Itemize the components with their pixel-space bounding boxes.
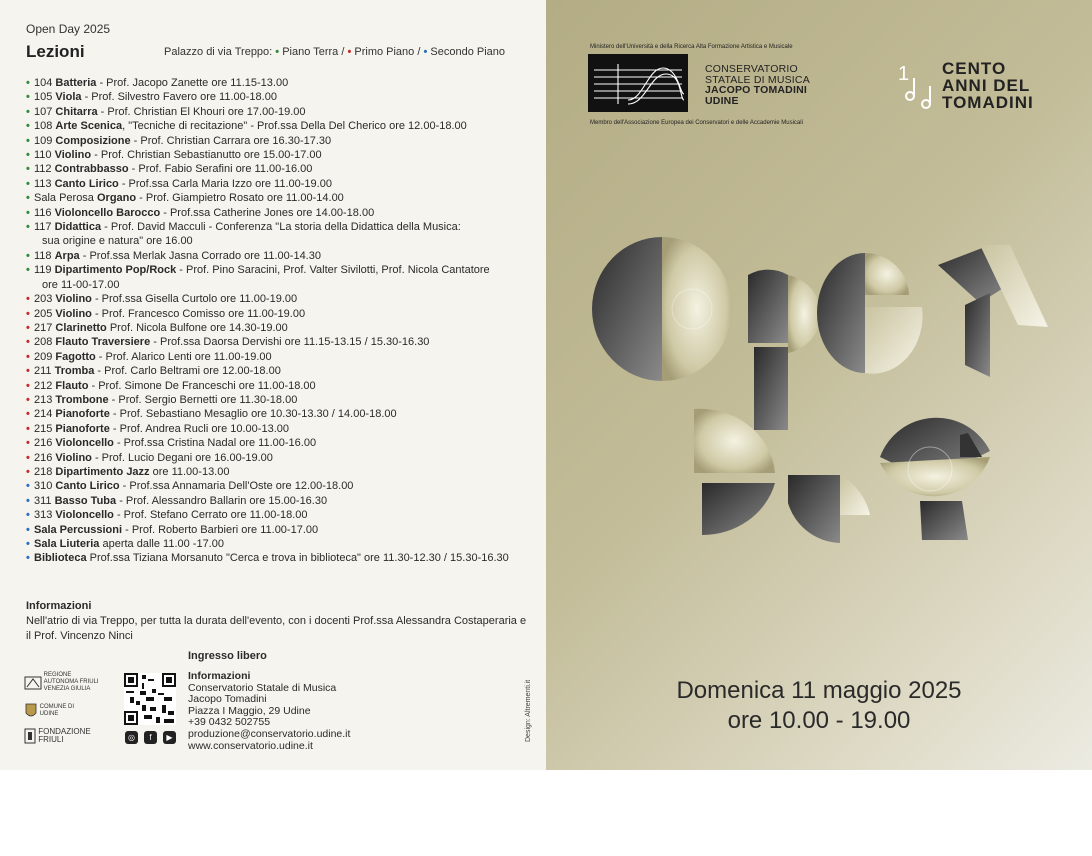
green-dot-icon: • <box>275 46 280 58</box>
lesson-item <box>26 321 531 335</box>
lesson-item <box>26 451 531 465</box>
lesson-details: - Prof. Andrea Rucli ore 10.00-13.00 <box>109 422 289 435</box>
lesson-room: 104 <box>34 77 53 89</box>
lesson-subject: Sala Percussioni <box>34 523 123 536</box>
red-dot-icon: • <box>347 46 352 58</box>
comune-label: COMUNE DI UDINE <box>39 704 75 717</box>
floor-dot-icon: • <box>26 307 30 320</box>
lesson-subject: Composizione <box>55 134 131 147</box>
floor-dot-icon: • <box>26 494 30 507</box>
blue-dot-icon: • <box>423 46 428 58</box>
lesson-subject: Arte Scenica <box>55 120 123 133</box>
floor-legend-prefix: Palazzo di via Treppo: <box>164 46 273 58</box>
free-entry-label: Ingresso libero <box>188 650 267 662</box>
floor-dot-icon: • <box>26 393 30 406</box>
lesson-subject: Violino <box>54 149 92 162</box>
floor-dot-icon: • <box>26 120 30 133</box>
lesson-details: - Prof. Francesco Comisso ore 11.00-19.00 <box>91 307 306 320</box>
lesson-item <box>26 379 531 393</box>
lesson-details: aperta dalle 11.00 -17.00 <box>99 538 224 550</box>
comune-logo <box>24 702 80 720</box>
ministry-label: Ministero dell'Università e della Ricerca Alta Formazione Artistica e Musicale <box>590 44 793 50</box>
letter-y <box>880 418 990 540</box>
floor-dot-icon: • <box>26 336 30 349</box>
lesson-room: 216 <box>34 437 53 450</box>
lesson-room: 208 <box>34 336 53 349</box>
floor-dot-icon: • <box>26 206 30 219</box>
lesson-room: 313 <box>34 509 53 522</box>
lesson-item <box>26 508 531 522</box>
floor-dot-icon: • <box>26 480 30 493</box>
contact-address: Piazza I Maggio, 29 Udine <box>188 704 311 717</box>
lesson-item <box>26 551 531 565</box>
lesson-room: 107 <box>34 105 53 118</box>
lesson-room: 203 <box>34 293 53 306</box>
lesson-subject: Flauto Traversiere <box>55 336 151 349</box>
floor-dot-icon: • <box>26 321 30 334</box>
lesson-details: - Prof. Christian Sebastianutto ore 15.00-17.00 <box>91 149 322 162</box>
floor-dot-icon: • <box>26 538 30 550</box>
lesson-item <box>26 523 531 537</box>
lesson-subject: Canto Lirico <box>54 177 119 190</box>
conservatorio-line: CONSERVATORIO <box>705 63 798 75</box>
lesson-item <box>26 479 531 493</box>
lesson-details: - Prof. Roberto Barbieri ore 11.00-17.00 <box>122 523 319 536</box>
floor-dot-icon: • <box>26 264 30 277</box>
lesson-room: 311 <box>34 494 52 507</box>
contact-phone[interactable]: +39 0432 502755 <box>188 716 271 729</box>
contact-heading: Informazioni <box>188 670 251 682</box>
lesson-item <box>26 393 531 407</box>
facebook-icon[interactable]: f <box>144 731 157 744</box>
lesson-room: 211 <box>34 365 52 378</box>
lesson-room: 105 <box>34 91 53 104</box>
lesson-details: - Prof. Christian Carrara ore 16.30-17.30 <box>130 134 332 147</box>
lesson-subject: Pianoforte <box>55 422 110 435</box>
floor-dot-icon: • <box>26 350 30 363</box>
lesson-item <box>26 407 531 421</box>
lesson-details: ore 11.00-13.00 <box>149 465 230 478</box>
lesson-room: 217 <box>34 321 53 334</box>
contact-line: Conservatorio Statale di Musica <box>188 681 337 694</box>
lesson-subject: Violino <box>55 307 92 320</box>
centenary-mark-icon <box>896 58 936 112</box>
lesson-item <box>26 263 531 292</box>
lesson-subject: Pianoforte <box>55 408 110 421</box>
lesson-room: 215 <box>34 422 53 435</box>
event-date: Domenica 11 maggio 2025 <box>676 677 962 704</box>
comune-crest-icon <box>24 702 38 720</box>
lesson-subject: Biblioteca <box>34 552 87 565</box>
lesson-details: - Prof. Sergio Bernetti ore 11.30-18.00 <box>108 393 298 406</box>
floor-dot-icon: • <box>26 221 30 234</box>
centenary-line: CENTO <box>942 59 1007 78</box>
letter-e <box>817 253 923 374</box>
lesson-item <box>26 134 531 148</box>
info-text: Nell'atrio di via Treppo, per tutta la durata dell'evento, con i docenti Prof.ssa Alessandra Costaperaria e il Prof. Vincenzo Ninci <box>26 615 527 642</box>
lesson-subject: Violino <box>55 293 92 306</box>
fondazione-mark-icon <box>24 728 36 744</box>
lessons-list <box>26 76 531 566</box>
lesson-room: Sala Perosa <box>34 192 94 205</box>
lesson-room: 109 <box>34 134 53 147</box>
letter-n <box>938 245 1048 377</box>
lesson-room: 212 <box>34 379 53 392</box>
letter-o <box>592 237 732 381</box>
lesson-item <box>26 162 531 176</box>
lesson-item <box>26 177 531 191</box>
lesson-details: - Prof. Alessandro Ballarin ore 15.00-16.30 <box>116 494 328 507</box>
conservatorio-logo-icon <box>588 54 688 112</box>
lesson-item <box>26 220 531 249</box>
fondazione-label: FONDAZIONE FRIULI <box>38 727 91 744</box>
lesson-details: - Prof. Fabio Serafini ore 11.00-16.00 <box>128 163 313 176</box>
info-heading: Informazioni <box>26 600 92 612</box>
lesson-item <box>26 436 531 450</box>
lesson-subject: Violoncello Barocco <box>54 206 161 219</box>
lesson-details-continued: sua origine e natura" ore 16.00 <box>42 235 193 248</box>
lesson-room: 117 <box>34 221 52 234</box>
lesson-details: - Prof. Alarico Lenti ore 11.00-19.00 <box>95 350 272 363</box>
floor-legend <box>164 46 505 58</box>
lesson-details: Prof. Nicola Bulfone ore 14.30-19.00 <box>106 321 288 334</box>
svg-text:1: 1 <box>898 63 910 85</box>
conservatorio-name <box>705 64 810 106</box>
lesson-room: 110 <box>34 149 52 162</box>
lesson-details: - Prof. Pino Saracini, Prof. Valter Sivilotti, Prof. Nicola Cantatore <box>176 264 490 277</box>
lesson-room: 116 <box>34 206 52 219</box>
lesson-details: - Prof.ssa Annamaria Dell'Oste ore 12.00-18.00 <box>119 480 354 493</box>
floor-first-label: Primo Piano / <box>354 46 421 58</box>
centenary-line: TOMADINI <box>942 93 1034 112</box>
lesson-details: - Prof.ssa Gisella Curtolo ore 11.00-19.00 <box>91 293 298 306</box>
left-panel <box>0 0 546 770</box>
lesson-subject: Violoncello <box>55 437 114 450</box>
lesson-subject: Contrabbasso <box>54 163 129 176</box>
open-day-artwork <box>570 225 1070 565</box>
lesson-subject: Viola <box>55 91 82 104</box>
lesson-item <box>26 335 531 349</box>
lesson-subject: Didattica <box>54 221 102 234</box>
centenary-line: ANNI DEL <box>942 76 1031 95</box>
lesson-item <box>26 422 531 436</box>
lesson-subject: Organo <box>97 192 137 205</box>
lesson-item <box>26 292 531 306</box>
lesson-details: - Prof. Carlo Beltrami ore 12.00-18.00 <box>94 365 281 378</box>
lesson-item <box>26 76 531 90</box>
letter-p <box>748 270 821 430</box>
floor-dot-icon: • <box>26 408 30 421</box>
lesson-item <box>26 537 531 551</box>
lesson-subject: Clarinetto <box>55 321 107 334</box>
lesson-subject: Tromba <box>54 365 95 378</box>
design-credit: Design: Altrementi.it <box>525 679 532 742</box>
lesson-details: - Prof. Simone De Franceschi ore 11.00-18.00 <box>88 379 316 392</box>
lesson-room: 112 <box>34 163 52 176</box>
lesson-details: - Prof. Jacopo Zanette ore 11.15-13.00 <box>96 77 289 89</box>
lesson-details: Prof.ssa Tiziana Morsanuto "Cerca e trova in biblioteca" ore 11.30-12.30 / 15.30-16.30 <box>86 552 509 565</box>
document-small-title: Open Day 2025 <box>26 22 111 36</box>
floor-dot-icon: • <box>26 177 30 190</box>
floor-second-label: Secondo Piano <box>430 46 506 58</box>
lesson-details: - Prof. Silvestro Favero ore 11.00-18.00 <box>81 91 277 104</box>
youtube-icon[interactable]: ▶ <box>163 731 176 744</box>
floor-dot-icon: • <box>26 379 30 392</box>
lesson-item <box>26 119 531 133</box>
instagram-icon[interactable]: ◎ <box>125 731 138 744</box>
lesson-subject: Flauto <box>55 379 89 392</box>
floor-dot-icon: • <box>26 437 30 450</box>
lesson-room: 205 <box>34 307 53 320</box>
floor-dot-icon: • <box>26 249 30 262</box>
lesson-details: - Prof. Lucio Degani ore 16.00-19.00 <box>91 451 273 464</box>
floor-ground-label: Piano Terra / <box>282 46 345 58</box>
lesson-item <box>26 465 531 479</box>
lesson-subject: Trombone <box>55 393 109 406</box>
lesson-details: - Prof.ssa Carla Maria Izzo ore 11.00-19.00 <box>118 177 332 190</box>
floor-dot-icon: • <box>26 365 30 378</box>
floor-dot-icon: • <box>26 105 30 118</box>
floor-dot-icon: • <box>26 451 30 464</box>
lesson-subject: Dipartimento Pop/Rock <box>54 264 177 277</box>
lesson-room: 213 <box>34 393 53 406</box>
lesson-item <box>26 494 531 508</box>
lesson-room: 218 <box>34 465 53 478</box>
lesson-subject: Sala Liuteria <box>34 538 100 550</box>
lesson-details: - Prof.ssa Merlak Jasna Corrado ore 11.00-14.30 <box>79 249 321 262</box>
regione-label: REGIONE AUTONOMA FRIULI VENEZIA GIULIA <box>43 672 99 692</box>
lesson-details: - Prof. David Macculi - Conferenza "La storia della Didattica della Musica: <box>101 221 461 234</box>
lesson-subject: Dipartimento Jazz <box>55 465 150 478</box>
fondazione-logo <box>24 728 94 744</box>
lesson-room: 214 <box>34 408 53 421</box>
lesson-subject: Canto Lirico <box>55 480 120 493</box>
floor-dot-icon: • <box>26 422 30 435</box>
contact-website[interactable]: www.conservatorio.udine.it <box>188 739 313 752</box>
lesson-room: 118 <box>34 249 52 262</box>
member-label: Membro dell'Associazione Europea dei Conservatori e delle Accademie Musicali <box>590 120 803 126</box>
lesson-room: 216 <box>34 451 53 464</box>
conservatorio-line: STATALE DI MUSICA <box>705 73 810 86</box>
event-hours: ore 10.00 - 19.00 <box>727 707 911 734</box>
floor-dot-icon: • <box>26 149 30 162</box>
lesson-subject: Fagotto <box>55 350 96 363</box>
conservatorio-line: UDINE <box>705 94 739 107</box>
regione-crest-icon <box>24 676 42 690</box>
floor-dot-icon: • <box>26 465 30 478</box>
lesson-details: - Prof.ssa Catherine Jones ore 14.00-18.00 <box>160 206 375 219</box>
lesson-item <box>26 206 531 220</box>
floor-dot-icon: • <box>26 293 30 306</box>
lesson-item <box>26 249 531 263</box>
contact-block <box>188 671 350 752</box>
lesson-subject: Batteria <box>55 77 97 89</box>
lesson-item <box>26 105 531 119</box>
lessons-title: Lezioni <box>26 42 85 61</box>
lesson-subject: Violino <box>55 451 92 464</box>
lesson-subject: Basso Tuba <box>54 494 117 507</box>
lesson-details: - Prof. Giampietro Rosato ore 11.00-14.00 <box>136 192 344 205</box>
lesson-room: 209 <box>34 350 53 363</box>
conservatorio-line: JACOPO TOMADINI <box>705 84 807 96</box>
floor-dot-icon: • <box>26 523 30 536</box>
lesson-details: - Prof.ssa Cristina Nadal ore 11.00-16.00 <box>113 437 317 450</box>
lesson-details: - Prof.ssa Daorsa Dervishi ore 11.15-13.15 / 15.30-16.30 <box>150 336 430 349</box>
lesson-details: - Prof. Sebastiano Mesaglio ore 10.30-13.30 / 14.00-18.00 <box>109 408 397 421</box>
contact-line: Jacopo Tomadini <box>188 693 267 706</box>
lesson-item <box>26 148 531 162</box>
lesson-subject: Chitarra <box>55 105 98 118</box>
lesson-item <box>26 350 531 364</box>
lesson-room: 119 <box>34 264 52 277</box>
lesson-details: - Prof. Stefano Cerrato ore 11.00-18.00 <box>113 509 308 522</box>
lesson-details-continued: ore 11-00-17.00 <box>42 278 120 291</box>
floor-dot-icon: • <box>26 192 30 205</box>
lesson-room: 108 <box>34 120 53 133</box>
floor-dot-icon: • <box>26 91 30 104</box>
floor-dot-icon: • <box>26 552 30 565</box>
floor-dot-icon: • <box>26 77 30 89</box>
lesson-item <box>26 364 531 378</box>
lesson-item <box>26 90 531 104</box>
regione-logo <box>24 672 104 693</box>
lesson-subject: Arpa <box>54 249 80 262</box>
floor-dot-icon: • <box>26 509 30 522</box>
centenary-text <box>942 60 1034 111</box>
qr-code-icon[interactable] <box>124 673 176 725</box>
lesson-subject: Violoncello <box>55 509 114 522</box>
lesson-item <box>26 307 531 321</box>
floor-dot-icon: • <box>26 163 30 176</box>
event-datetime <box>546 676 1092 736</box>
lesson-room: 113 <box>34 177 52 190</box>
letter-a <box>788 475 870 543</box>
lesson-item <box>26 191 531 205</box>
floor-dot-icon: • <box>26 134 30 147</box>
lesson-room: 310 <box>34 480 53 493</box>
lesson-details: , "Tecniche di recitazione" - Prof.ssa Della Del Cherico ore 12.00-18.00 <box>122 120 467 133</box>
lesson-details: - Prof. Christian El Khouri ore 17.00-19.00 <box>97 105 306 118</box>
contact-email[interactable]: produzione@conservatorio.udine.it <box>188 727 351 740</box>
